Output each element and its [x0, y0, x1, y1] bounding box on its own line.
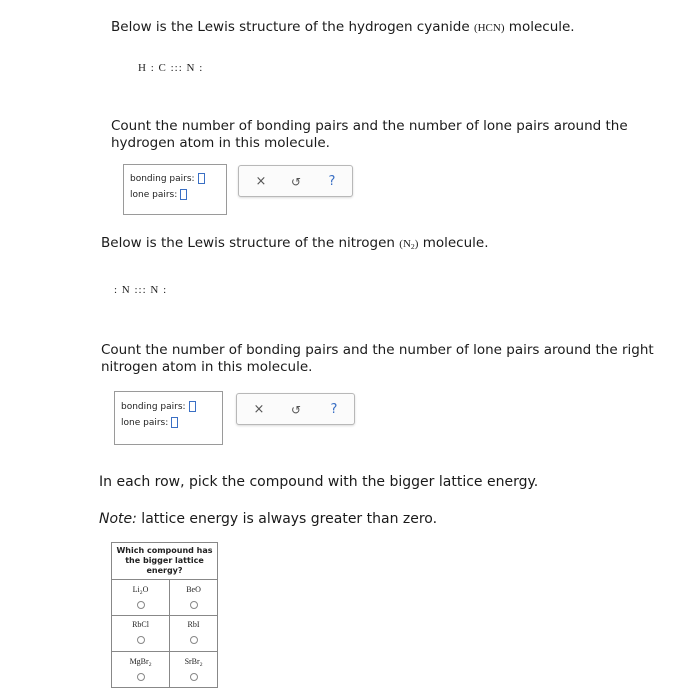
q1-lone-row	[130, 189, 187, 200]
q3-note-text: lattice energy is always greater than zero.	[136, 511, 438, 527]
table-row	[112, 598, 218, 616]
row3-option-b-label: SrBr$_2$	[170, 652, 218, 670]
row1-option-b-label: BeO	[170, 580, 218, 598]
q1-bonding-label: bonding pairs:	[130, 173, 195, 184]
table-row	[112, 652, 218, 670]
q1-intro-end: molecule.	[504, 19, 575, 35]
q2-bonding-row	[121, 401, 196, 412]
table-header: Which compound has the bigger lattice energy?	[112, 543, 218, 580]
row2-option-b-label: RbI	[170, 616, 218, 632]
lattice-energy-table	[111, 542, 218, 688]
clear-icon[interactable]: ×	[255, 174, 267, 189]
q2-lone-row	[121, 417, 178, 428]
q1-answer-box	[123, 164, 227, 215]
row1-option-a-radio[interactable]	[137, 601, 145, 609]
q3-note-label: Note:	[99, 511, 137, 527]
help-icon[interactable]: ?	[330, 402, 338, 417]
q1-bonding-input[interactable]	[198, 173, 205, 184]
q1-formula: (HCN)	[473, 22, 505, 34]
row2-option-a-label: RbCl	[112, 616, 170, 632]
q1-prompt: Count the number of bonding pairs and the number of lone pairs around the hydrogen atom in this molecule.	[111, 118, 628, 151]
q1-intro-text: Below is the Lewis structure of the hydrogen cyanide	[111, 19, 474, 35]
q1-toolbar	[238, 165, 353, 197]
help-icon[interactable]: ?	[328, 174, 336, 189]
q1-lone-input[interactable]	[180, 189, 187, 200]
row2-option-b-radio[interactable]	[190, 636, 198, 644]
q2-answer-box	[114, 391, 223, 445]
table-row	[112, 670, 218, 688]
table-row	[112, 632, 218, 652]
undo-icon[interactable]: ↺	[290, 403, 302, 417]
q2-lone-label: lone pairs:	[121, 417, 169, 428]
table-row	[112, 580, 218, 598]
row1-option-b-radio[interactable]	[190, 601, 198, 609]
clear-icon[interactable]: ×	[253, 402, 265, 417]
row3-option-a-radio[interactable]	[137, 673, 145, 681]
q1-lone-label: lone pairs:	[130, 189, 178, 200]
undo-icon[interactable]: ↺	[290, 175, 302, 189]
q2-formula: $(N_2)$	[399, 238, 419, 251]
q3-prompt: In each row, pick the compound with the bigger lattice energy.	[99, 474, 539, 490]
row1-option-a-label: $Li_2O$	[112, 580, 170, 598]
q1-bonding-row	[130, 173, 205, 184]
n2-lewis-structure: : N ::: N :	[114, 284, 168, 296]
q2-prompt: Count the number of bonding pairs and the number of lone pairs around the right nitrogen atom in this molecule.	[101, 342, 654, 375]
q2-intro-text: Below is the Lewis structure of the nitrogen	[101, 235, 400, 251]
row3-option-b-radio[interactable]	[190, 673, 198, 681]
q2-intro-end: molecule.	[418, 235, 489, 251]
q2-toolbar	[236, 393, 355, 425]
q2-lone-input[interactable]	[171, 417, 178, 428]
q2-bonding-label: bonding pairs:	[121, 401, 186, 412]
table-row	[112, 616, 218, 632]
row2-option-a-radio[interactable]	[137, 636, 145, 644]
q3-note	[99, 511, 437, 528]
row3-option-a-label: MgBr$_2$	[112, 652, 170, 670]
q2-bonding-input[interactable]	[189, 401, 196, 412]
q2-intro	[101, 235, 489, 255]
hcn-lewis-structure: H : C ::: N :	[138, 62, 204, 74]
q1-intro	[111, 19, 575, 37]
